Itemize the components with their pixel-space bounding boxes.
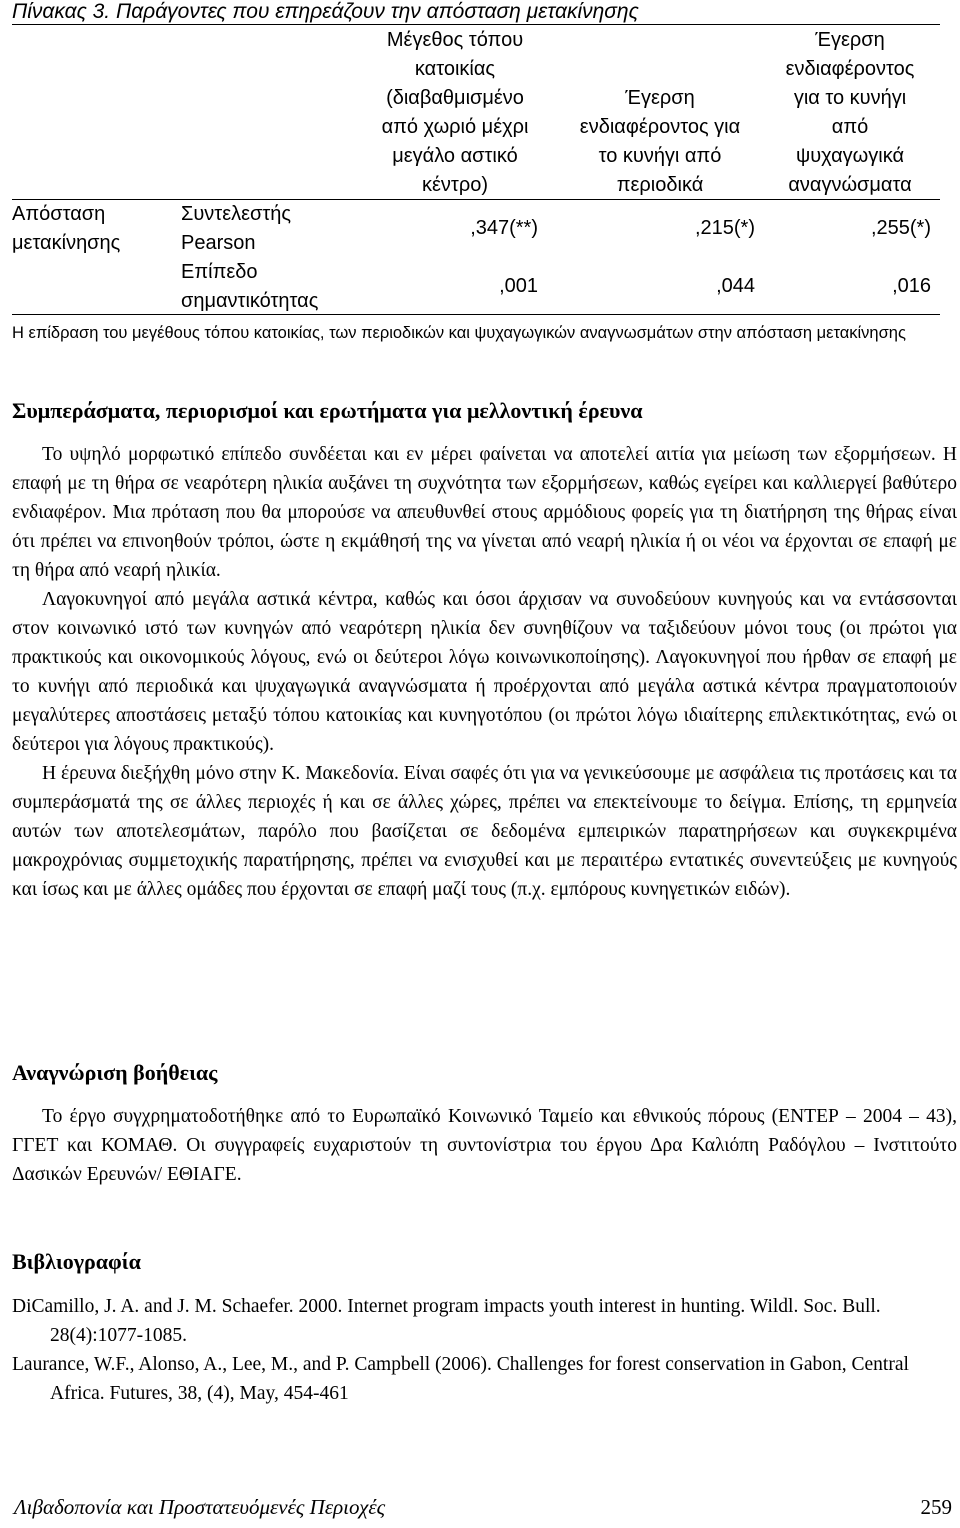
cell-pearson-2: ,215(*) [694, 217, 755, 239]
paragraph: Το υψηλό μορφωτικό επίπεδο συνδέεται και εν μέρει φαίνεται να αποτελεί αιτία για μείωση των εξορμήσεων. Η επαφή με τη θήρα σε νεαρότερη ηλικία αυξάνει τη συχνότητα των εξορμήσεων, καθώς εγείρει και καλλιεργεί βαθύτερο ενδιαφέρον. Μια πρόταση που θα μπορούσε να απευθυνθεί στους αρμόδιους φορείς για τη διατήρηση της θήρας είναι ότι πρέπει να επινοηθούν τρόποι, ώστε η εκμάθησή της να γίνεται από νεαρή ηλικία ή οι νέοι να έρχονται σε επαφή με τη θήρα από νεαρή ηλικία. [12, 444, 957, 581]
reference-list [12, 1292, 957, 1408]
cell-sig-1: ,001 [499, 275, 538, 297]
page-number: 259 [920, 1495, 952, 1519]
row-label-significance: Επίπεδο σημαντικότητας [181, 261, 319, 312]
paragraph: Η έρευνα διεξήχθη μόνο στην Κ. Μακεδονία. Είναι σαφές ότι για να γενικεύσουμε με ασφάλεια τις προτάσεις και τα συμπεράσματά της σε άλλες περιοχές ή και σε άλλες χώρες, πρέπει να επεκτείνουμε το δείγμα. Επίσης, τη ερμηνεία αυτών των αποτελεσμάτων, παρόλο που βασίζεται σε δεδομένα εμπειρικών παρατηρήσεων και συγκεκριμένα μακροχρόνιας συμμετοχικής παρατήρησης, πρέπει να ενισχυθεί και με περαιτέρω εντατικές συνεντεύξεις με κυνηγούς και ίσως και με άλλες ομάδες που έρχονται σε επαφή μαζί τους (π.χ. εμπόρους κυνηγετικών ειδών). [12, 763, 957, 900]
table-header-rule [12, 199, 940, 200]
row-label-distance: Απόσταση μετακίνησης [12, 203, 121, 254]
section-acknowledgements-body [12, 1102, 957, 1189]
cell-pearson-3: ,255(*) [870, 217, 931, 239]
paragraph: Το έργο συγχρηματοδοτήθηκε από το Ευρωπαϊκό Κοινωνικό Ταμείο και εθνικούς πόρους (ΕΝΤΕΡ – 2004 – 43), ΓΓΕΤ και ΚΟΜΑΘ. Οι συγγραφείς ευχαριστούν τη συντονίστρια του έργου Δρα Καλιόπη Ραδόγλου – Ινστιτούτο Δασικών Ερευνών/ ΕΘΙΑΓΕ. [12, 1106, 957, 1185]
cell-sig-3: ,016 [892, 275, 931, 297]
row-label-pearson: Συντελεστής Pearson [181, 203, 292, 254]
table-caption: Πίνακας 3. Παράγοντες που επηρεάζουν την απόσταση μετακίνησης [12, 0, 639, 23]
footer-title: Λιβαδοπονία και Προστατευόμενές Περιοχές [14, 1495, 386, 1519]
cell-sig-2: ,044 [716, 275, 755, 297]
paragraph: Λαγοκυνηγοί από μεγάλα αστικά κέντρα, καθώς και όσοι άρχισαν να συνοδεύουν κυνηγούς και να εντάσσονται στον κοινωνικό ιστό των κυνηγών από νεαρότερη ηλικία δεν συνηθίζουν να ταξιδεύουν μόνοι τους (οι πρώτοι για πρακτικούς και οικονομικούς λόγους, ενώ οι δεύτεροι λόγω κοινωνικοποίησης). Λαγοκυνηγοί που ήρθαν σε επαφή με το κυνήγι από περιοδικά και ψυχαγωγικά αναγνώσματα ή προέρχονται από μεγάλα αστικά κέντρα πραγματοποιούν μεγαλύτερες αποστάσεις μεταξύ τόπου κατοικίας και κυνηγοτόπου (οι πρώτοι λόγω ιδιαίτερης επιλεκτικότητας, ενώ οι δεύτεροι για λόγους πρακτικούς). [12, 589, 957, 755]
header-magazines: Έγερση ενδιαφέροντος για το κυνήγι από περιοδικά [579, 87, 741, 196]
reference-item: DiCamillo, J. A. and J. M. Schaefer. 2000. Internet program impacts youth interest in hunting. Wildl. Soc. Bull. 28(4):1077-1085. [12, 1296, 881, 1346]
reference-item: Laurance, W.F., Alonso, A., Lee, M., and P. Campbell (2006). Challenges for forest conservation in Gabon, Central Africa. Futures, 38, (4), May, 454-461 [12, 1354, 909, 1404]
cell-pearson-1: ,347(**) [470, 217, 538, 239]
header-recreational-reading: Έγερση ενδιαφέροντος για το κυνήγι από ψυχαγωγικά αναγνώσματα [785, 29, 915, 196]
table-top-rule [12, 24, 940, 25]
header-residence-size: Μέγεθος τόπου κατοικίας (διαβαθμισμένο από χωριό μέχρι μεγάλο αστικό κέντρο) [381, 29, 529, 196]
table-note: Η επίδραση του μεγέθους τόπου κατοικίας, των περιοδικών και ψυχαγωγικών αναγνωσμάτων στην απόσταση μετακίνησης [12, 324, 906, 342]
section-heading-acknowledgements: Αναγνώριση βοήθειας [12, 1060, 218, 1085]
section-heading-conclusions: Συμπεράσματα, περιορισμοί και ερωτήματα για μελλοντική έρευνα [12, 398, 643, 423]
table-bottom-rule [12, 314, 940, 315]
section-heading-bibliography: Βιβλιογραφία [12, 1249, 141, 1274]
section-conclusions-body [12, 440, 957, 904]
